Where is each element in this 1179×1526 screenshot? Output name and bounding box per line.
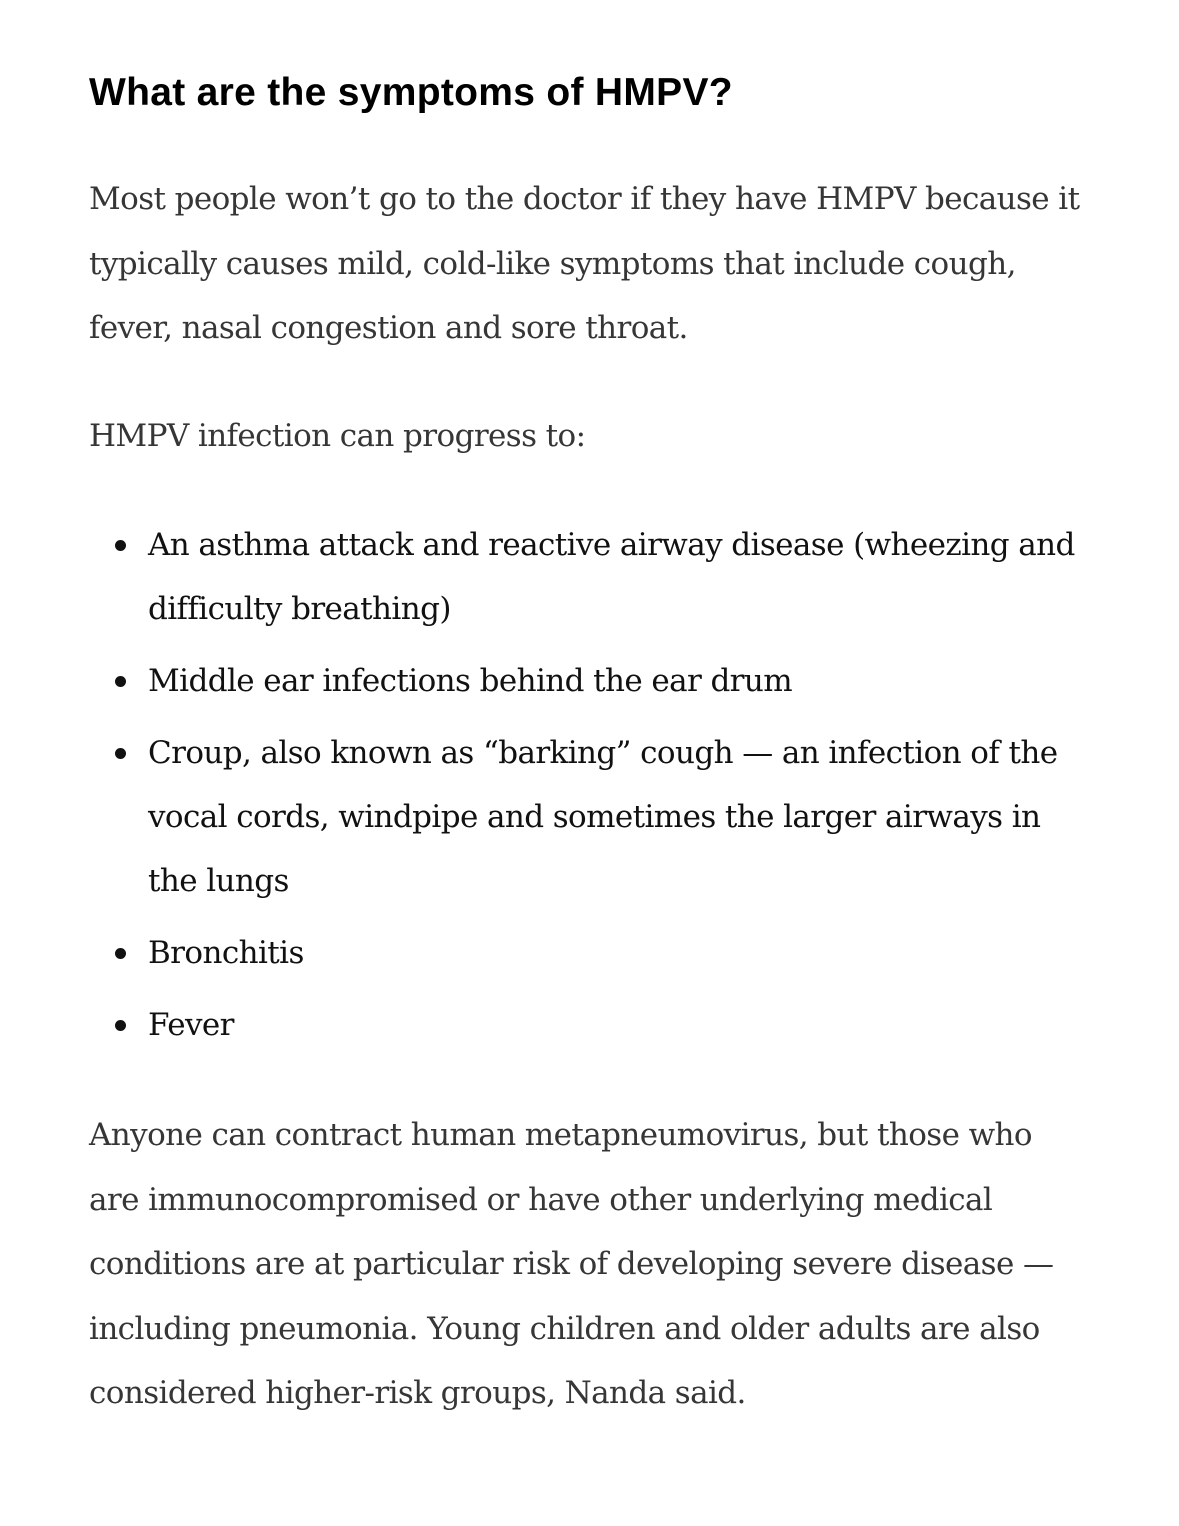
bullet-icon bbox=[115, 676, 126, 687]
bullet-icon bbox=[115, 948, 126, 959]
bullet-icon bbox=[115, 1020, 126, 1031]
list-item-text: Middle ear infections behind the ear drum bbox=[148, 663, 793, 699]
list-item bbox=[89, 921, 1099, 985]
list-item bbox=[89, 649, 1099, 713]
list-item-text: An asthma attack and reactive airway disease (wheezing and difficulty breathing) bbox=[148, 527, 1075, 627]
intro-paragraph: Most people won’t go to the doctor if they have HMPV because it typically causes mild, cold-like symptoms that include cough, fever, nasal congestion and sore throat. bbox=[89, 181, 1080, 346]
list-item-text: Croup, also known as “barking” cough — an infection of the vocal cords, windpipe and sometimes the larger airways in the lungs bbox=[148, 735, 1058, 899]
list-intro-paragraph: HMPV infection can progress to: bbox=[89, 418, 586, 454]
list-item bbox=[89, 993, 1099, 1057]
bullet-icon bbox=[115, 540, 126, 551]
bullet-icon bbox=[115, 748, 126, 759]
risk-groups-paragraph: Anyone can contract human metapneumovirus, but those who are immunocompromised or have other underlying medical conditions are at particular risk of developing severe disease — including pneumonia. Young children and older adults are also considered higher-risk groups, Nanda said. bbox=[89, 1117, 1054, 1411]
list-item-text: Fever bbox=[148, 1007, 234, 1043]
list-item bbox=[89, 721, 1099, 913]
section-heading: What are the symptoms of HMPV? bbox=[89, 71, 733, 114]
symptom-progression-list bbox=[89, 513, 1099, 1065]
list-item-text: Bronchitis bbox=[148, 935, 304, 971]
list-item bbox=[89, 513, 1099, 641]
